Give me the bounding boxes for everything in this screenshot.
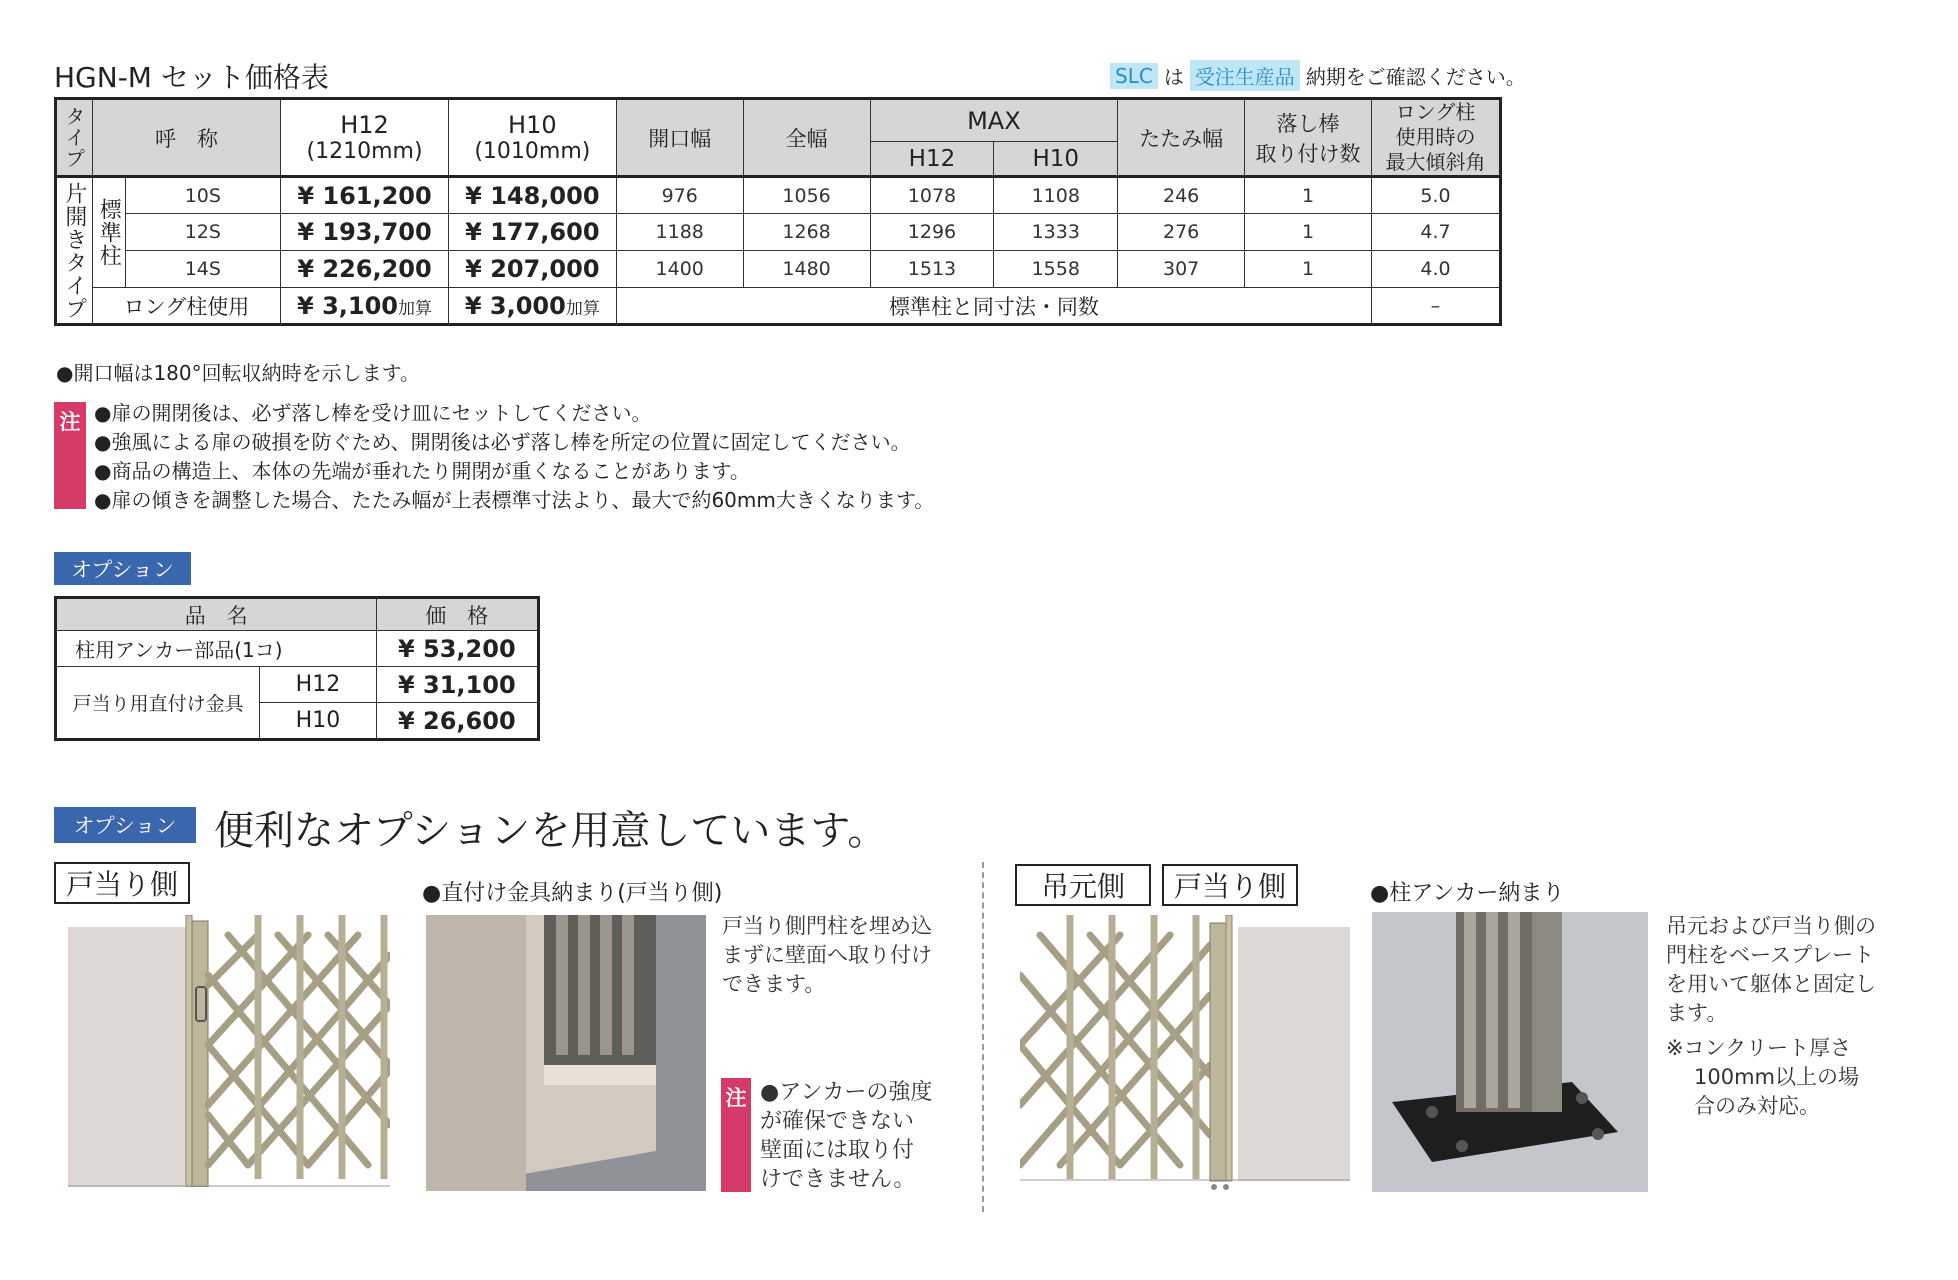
type-cell: 片開きタイプ — [56, 177, 93, 325]
name-header: 呼 称 — [92, 99, 280, 177]
row-bolts: 1 — [1245, 251, 1372, 288]
item-header: 品 名 — [56, 598, 377, 631]
slc-tag: SLC — [1110, 63, 1158, 89]
option-badge-2: オプション — [54, 807, 196, 843]
row-total: 1480 — [743, 251, 870, 288]
price-header: 価 格 — [376, 598, 538, 631]
table-row — [56, 214, 1501, 251]
h10-header: H10 (1010mm) — [448, 99, 616, 177]
section-heading: 便利なオプションを用意しています。 — [214, 808, 888, 854]
caution-tag-2: 注 — [721, 1078, 751, 1192]
row-max-h10: 1108 — [994, 177, 1118, 214]
row-folded: 307 — [1118, 251, 1245, 288]
caution-item: ●強風による扉の破損を防ぐため、開閉後は必ず落し棒を所定の位置に固定してください。 — [94, 430, 911, 454]
row-angle: 4.0 — [1371, 251, 1500, 288]
bracket-h12-price: ¥ 31,100 — [376, 667, 538, 703]
table-row-long-post — [56, 288, 1501, 325]
type-header: タイプ — [56, 99, 93, 177]
anchor-gate-illustration — [1020, 915, 1350, 1205]
long-post-h10-price: ¥ 3,000加算 — [448, 288, 616, 325]
bracket-h10-label: H10 — [260, 703, 376, 740]
panel-divider — [982, 862, 984, 1212]
price-table — [54, 97, 1502, 326]
option-price-table — [54, 596, 540, 741]
row-h10-price: ¥ 207,000 — [448, 251, 616, 288]
option-badge: オプション — [54, 552, 191, 585]
row-name: 12S — [125, 214, 281, 251]
table-row — [56, 251, 1501, 288]
folded-width-header: たたみ幅 — [1118, 99, 1245, 177]
anchor-name: 柱用アンカー部品(1コ) — [56, 631, 377, 667]
row-angle: 4.7 — [1371, 214, 1500, 251]
caution-tag: 注 — [54, 402, 86, 509]
note-mid: は — [1163, 65, 1184, 89]
table-row — [56, 177, 1501, 214]
row-angle: 5.0 — [1371, 177, 1500, 214]
row-bolts: 1 — [1245, 214, 1372, 251]
concrete-note: ※コンクリート厚さ 100mm以上の場 合のみ対応。 — [1666, 1036, 1859, 1118]
made-to-order-tag: 受注生産品 — [1190, 60, 1300, 91]
row-max-h12: 1513 — [870, 251, 994, 288]
row-h10-price: ¥ 148,000 — [448, 177, 616, 214]
bracket-description: 戸当り側門柱を埋め込 まずに壁面へ取り付け できます。 — [722, 914, 932, 996]
page-title: HGN-M セット価格表 — [54, 61, 329, 94]
row-bolts: 1 — [1245, 177, 1372, 214]
door-stop-side-label: 戸当り側 — [54, 862, 190, 904]
caution-item: ●商品の構造上、本体の先端が垂れたり開閉が重くなることがあります。 — [94, 459, 750, 483]
row-opening: 1400 — [616, 251, 743, 288]
row-name: 14S — [125, 251, 281, 288]
row-total: 1056 — [743, 177, 870, 214]
anchor-price: ¥ 53,200 — [376, 631, 538, 667]
row-folded: 246 — [1118, 177, 1245, 214]
opening-header: 開口幅 — [616, 99, 743, 177]
anchor-photo — [1372, 912, 1648, 1192]
row-folded: 276 — [1118, 214, 1245, 251]
row-h12-price: ¥ 226,200 — [281, 251, 449, 288]
opening-footnote: ●開口幅は180°回転収納時を示します。 — [56, 361, 421, 385]
bracket-h12-label: H12 — [260, 667, 376, 703]
long-post-name: ロング柱使用 — [92, 288, 280, 325]
long-post-angle: – — [1371, 288, 1500, 325]
max-angle-header: ロング柱 使用時の 最大傾斜角 — [1371, 99, 1500, 177]
row-max-h12: 1078 — [870, 177, 994, 214]
bracket-photo — [426, 915, 706, 1191]
row-opening: 1188 — [616, 214, 743, 251]
caution-item: ●扉の傾きを調整した場合、たたみ幅が上表標準寸法より、最大で約60mm大きくなります。 — [94, 488, 935, 512]
max-header: MAX — [870, 99, 1118, 142]
max-h12-header: H12 — [870, 142, 994, 177]
long-post-h12-price: ¥ 3,100加算 — [281, 288, 449, 325]
row-h12-price: ¥ 193,700 — [281, 214, 449, 251]
max-h10-header: H10 — [994, 142, 1118, 177]
post-cell: 標準柱 — [92, 177, 125, 288]
anchor-caution: ●アンカーの強度 が確保できない 壁面には取り付 けできません。 — [760, 1080, 933, 1192]
bracket-caption: ●直付け金具納まり(戸当り側) — [422, 881, 723, 906]
row-name: 10S — [125, 177, 281, 214]
row-max-h10: 1333 — [994, 214, 1118, 251]
row-max-h12: 1296 — [870, 214, 994, 251]
row-h12-price: ¥ 161,200 — [281, 177, 449, 214]
order-note — [1110, 60, 1526, 91]
bracket-h10-price: ¥ 26,600 — [376, 703, 538, 740]
total-width-header: 全幅 — [743, 99, 870, 177]
hinge-side-label: 吊元側 — [1015, 864, 1151, 906]
wall-mount-illustration — [68, 915, 390, 1187]
anchor-caption: ●柱アンカー納まり — [1370, 881, 1565, 906]
long-post-same-dims: 標準柱と同寸法・同数 — [616, 288, 1371, 325]
bracket-name: 戸当り用直付け金具 — [56, 667, 260, 740]
anchor-description: 吊元および戸当り側の 門柱をベースプレート を用いて躯体と固定し ます。 — [1666, 914, 1876, 1025]
row-h10-price: ¥ 177,600 — [448, 214, 616, 251]
row-total: 1268 — [743, 214, 870, 251]
row-max-h10: 1558 — [994, 251, 1118, 288]
note-tail: 納期をご確認ください。 — [1305, 65, 1526, 89]
caution-item: ●扉の開閉後は、必ず落し棒を受け皿にセットしてください。 — [94, 401, 652, 425]
h12-header: H12 (1210mm) — [281, 99, 449, 177]
caution-list — [94, 399, 934, 515]
door-stop-side-label-2: 戸当り側 — [1162, 864, 1298, 906]
bolt-count-header: 落し棒 取り付け数 — [1245, 99, 1372, 177]
row-opening: 976 — [616, 177, 743, 214]
